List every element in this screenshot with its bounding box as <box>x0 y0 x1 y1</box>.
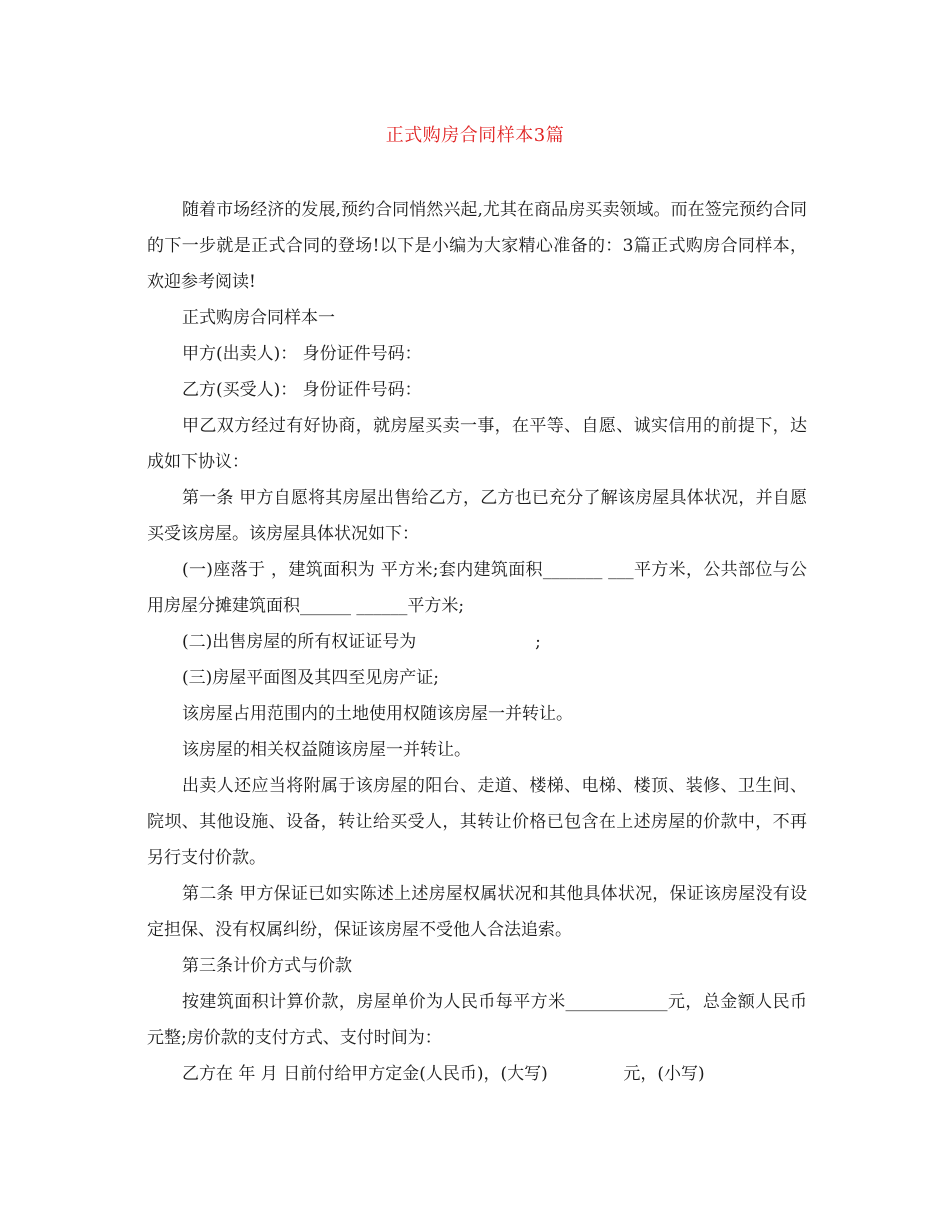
document-body <box>147 192 813 1092</box>
intro-paragraph: 随着市场经济的发展,预约合同悄然兴起,尤其在商品房买卖领域。而在签完预约合同的下一步就是正式合同的登场!以下是小编为大家精心准备的：3篇正式购房合同样本，欢迎参考阅读! <box>147 200 807 292</box>
section-heading: 正式购房合同样本一 <box>182 308 335 328</box>
document-title: 正式购房合同样本3篇 <box>385 125 565 146</box>
article-1-item-3: (三)房屋平面图及其四至见房产证; <box>182 668 439 688</box>
rights-paragraph: 该房屋的相关权益随该房屋一并转让。 <box>182 740 471 760</box>
party-b-line: 乙方(买受人)： 身份证件号码： <box>182 380 422 400</box>
article-3-heading: 第三条计价方式与价款 <box>182 956 352 976</box>
article-1: 第一条 甲方自愿将其房屋出售给乙方，乙方也已充分了解该房屋具体状况，并自愿买受该房屋。该房屋具体状况如下： <box>147 488 807 544</box>
article-1-item-1: (一)座落于 ，建筑面积为 平方米;套内建筑面积_______ ___平方米，公共部位与公用房屋分摊建筑面积______ ______平方米; <box>147 560 807 616</box>
attachments-paragraph: 出卖人还应当将附属于该房屋的阳台、走道、楼梯、电梯、楼顶、装修、卫生间、院坝、其他设施、设备，转让给买受人，其转让价格已包含在上述房屋的价款中，不再另行支付价款。 <box>147 776 807 868</box>
deposit-paragraph: 乙方在 年 月 日前付给甲方定金(人民币)，(大写) 元，(小写) <box>182 1064 705 1084</box>
agreement-preamble: 甲乙双方经过有好协商，就房屋买卖一事，在平等、自愿、诚实信用的前提下，达成如下协议： <box>147 416 807 472</box>
party-a-line: 甲方(出卖人)： 身份证件号码： <box>182 344 422 364</box>
pricing-paragraph: 按建筑面积计算价款，房屋单价为人民币每平方米____________元，总金额人民币 元整;房价款的支付方式、支付时间为： <box>147 992 813 1048</box>
land-use-paragraph: 该房屋占用范围内的土地使用权随该房屋一并转让。 <box>182 704 573 724</box>
article-1-item-2: (二)出售房屋的所有权证证号为 ; <box>182 632 541 652</box>
article-2: 第二条 甲方保证已如实陈述上述房屋权属状况和其他具体状况，保证该房屋没有设定担保、没有权属纠纷，保证该房屋不受他人合法追索。 <box>147 884 807 940</box>
